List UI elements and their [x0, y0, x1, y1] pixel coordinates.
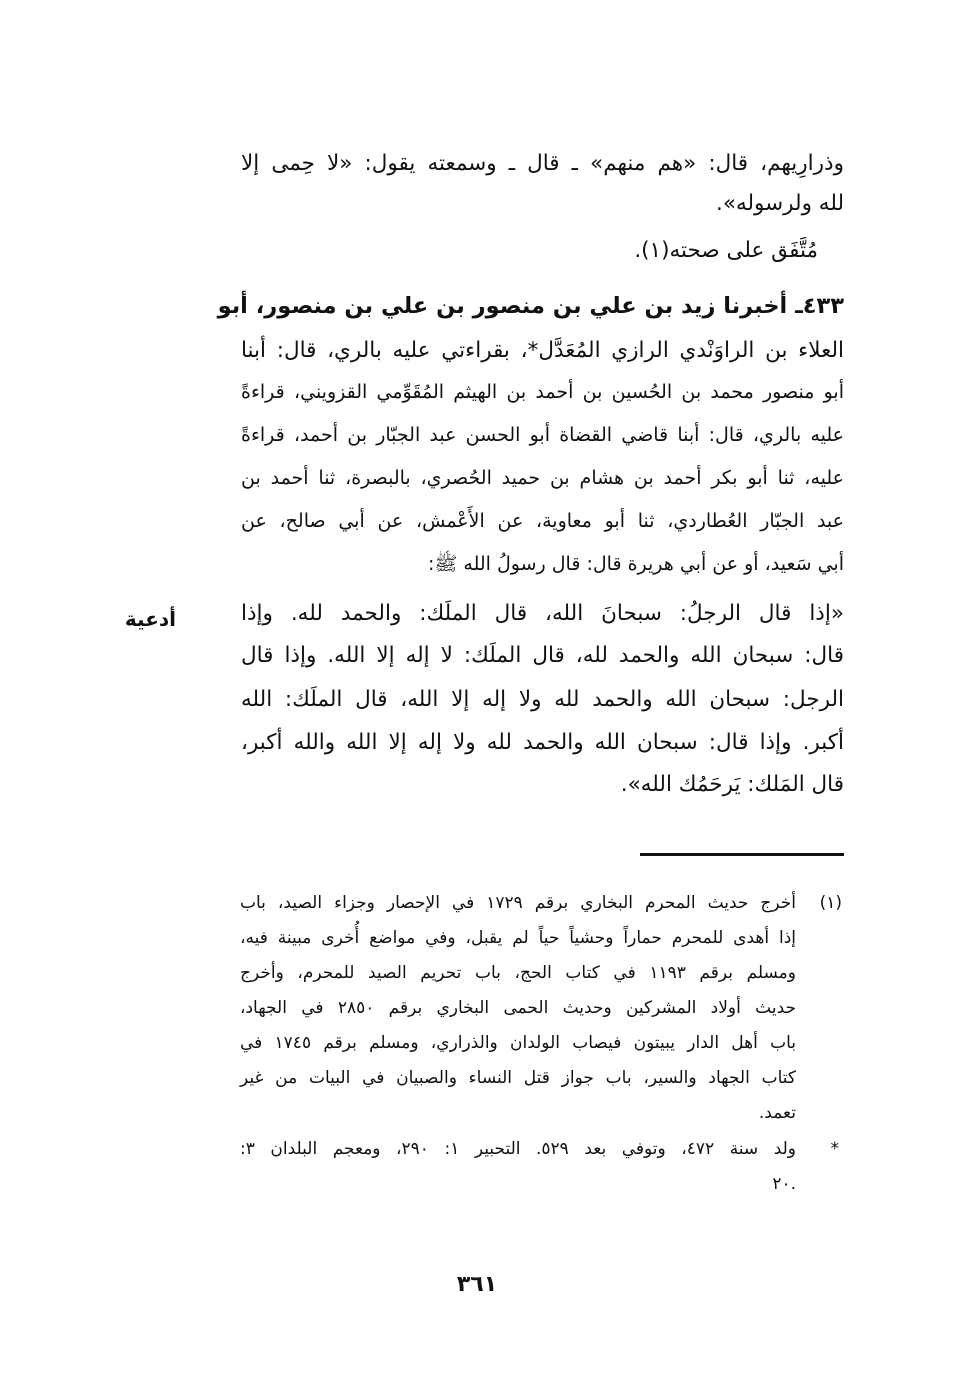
body-line: وذرارِيهم، قال: «هم منهم» ـ قال ـ وسمعته يقول: «لا حِمى إلا — [241, 151, 844, 176]
body-line: ٤٣٣ـ أخبرنا زيد بن علي بن منصور بن علي بن منصور، أبو — [217, 293, 844, 319]
body-line: أبو منصور محمد بن الحُسين بن أحمد بن الهيثم المُقَوِّمي القزويني، قراءةً — [241, 381, 844, 403]
footnote-line: ومسلم برقم ١١٩٣ في كتاب الحج، باب تحريم الصيد للمحرم، وأخرج — [240, 963, 796, 983]
footnote-line: كتاب الجهاد والسير، باب جواز قتل النساء والصبيان في البيات من غير — [240, 1068, 796, 1088]
margin-note: أدعية — [124, 607, 176, 631]
footnote-line: إذا أهدى للمحرم حماراً وحشياً حياً لم يقبل، وفي مواضع أُخرى مبينة فيه، — [240, 928, 796, 948]
footnote-separator — [640, 853, 844, 856]
body-line: الرجل: سبحان الله والحمد لله ولا إله إلا الله، قال الملَك: الله — [241, 687, 844, 712]
body-line: عبد الجبّار العُطاردي، ثنا أبو معاوية، عن الأَعْمش، عن أبي صالح، عن — [241, 510, 844, 532]
body-line: عليه بالري، قال: أبنا قاضي القضاة أبو الحسن عبد الجبّار بن أحمد، قراءةً — [241, 424, 844, 446]
page-number: ٣٦١ — [456, 1272, 498, 1297]
footnote-marker: (١) — [819, 893, 842, 913]
body-line: قال: سبحان الله والحمد لله، قال الملَك: لا إله إلا الله. وإذا قال — [241, 643, 844, 668]
footnote-line: تعمد. — [758, 1103, 796, 1123]
footnote-line: باب أهل الدار يبيتون فيصاب الولدان والذراري، ومسلم برقم ١٧٤٥ في — [240, 1033, 796, 1053]
footnote-line: حديث أولاد المشركين وحديث الحمى البخاري برقم ٢٨٥٠ في الجهاد، — [240, 998, 796, 1018]
body-line: عليه، ثنا أبو بكر أحمد بن هشام بن حميد الحُصري، بالبصرة، ثنا أحمد بن — [241, 467, 844, 489]
footnote-star: * — [830, 1139, 839, 1159]
body-line: قال المَلك: يَرحَمُك الله». — [620, 772, 844, 797]
footnote-line: أخرج حديث المحرم البخاري برقم ١٧٢٩ في الإحصار وجزاء الصيد، باب — [240, 893, 796, 913]
body-line: «إذا قال الرجلُ: سبحانَ الله، قال الملَك: والحمد لله. وإذا — [241, 601, 844, 626]
body-line: أبي سَعيد، أو عن أبي هريرة قال: قال رسولُ الله ﷺ: — [428, 553, 844, 575]
body-line: لله ولرسوله». — [715, 191, 844, 216]
footnote-line: ٢٠. — [772, 1174, 796, 1194]
body-line: العلاء بن الراوَنْدي الرازي المُعَدَّل*، بقراءتي عليه بالري، قال: أبنا — [241, 338, 844, 363]
body-line: أكبر. وإذا قال: سبحان الله والحمد لله ولا إله إلا الله والله أكبر، — [241, 730, 844, 755]
body-line: مُتَّفَق على صحته(١). — [634, 238, 818, 263]
footnote-line: ولد سنة ٤٧٢، وتوفي بعد ٥٢٩. التحبير ١: ٢٩٠، ومعجم البلدان ٣: — [240, 1139, 797, 1159]
